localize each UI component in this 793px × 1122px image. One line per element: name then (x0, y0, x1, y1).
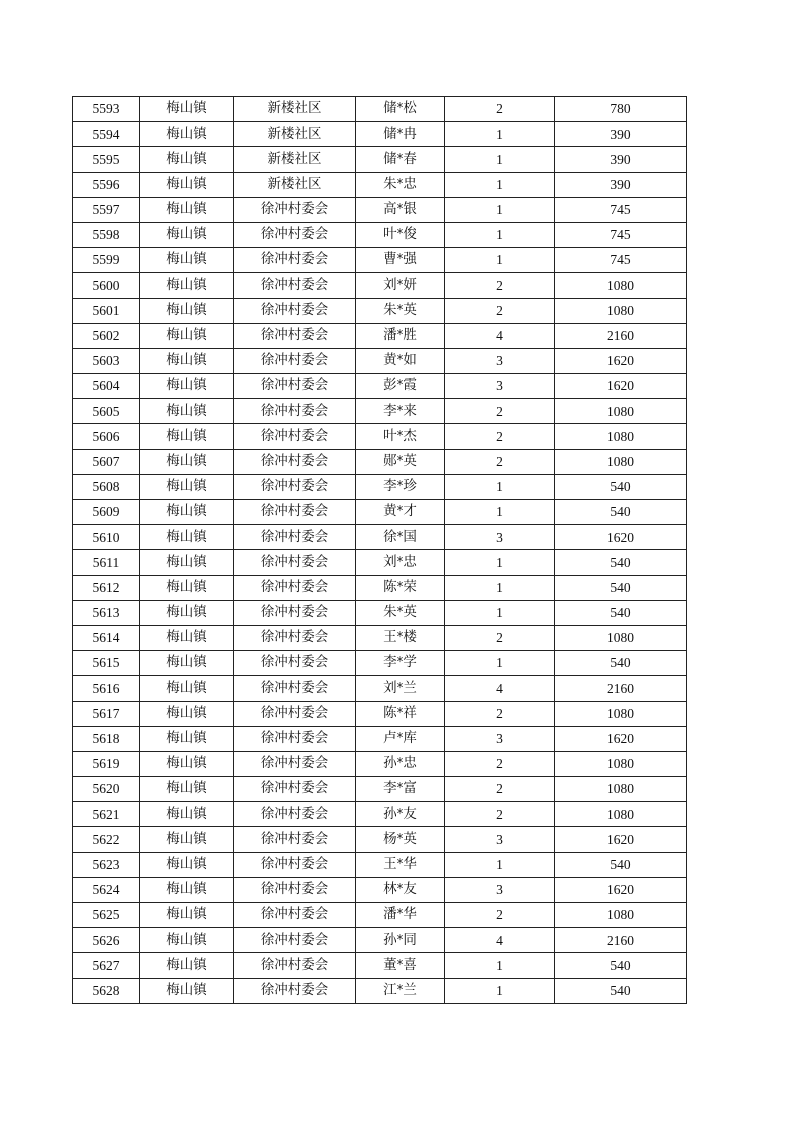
count-cell: 1 (445, 852, 555, 877)
town-cell: 梅山镇 (140, 802, 234, 827)
count-cell: 2 (445, 424, 555, 449)
village-cell: 徐冲村委会 (234, 273, 356, 298)
table-row (73, 147, 687, 172)
town-cell: 梅山镇 (140, 852, 234, 877)
amount-cell: 390 (555, 122, 687, 147)
name-cell: 郧*英 (356, 449, 445, 474)
village-cell: 徐冲村委会 (234, 852, 356, 877)
table-row (73, 802, 687, 827)
amount-cell: 1080 (555, 903, 687, 928)
count-cell: 3 (445, 348, 555, 373)
town-cell: 梅山镇 (140, 978, 234, 1003)
table-row (73, 525, 687, 550)
count-cell: 3 (445, 827, 555, 852)
count-cell: 1 (445, 248, 555, 273)
amount-cell: 1620 (555, 525, 687, 550)
town-cell: 梅山镇 (140, 550, 234, 575)
village-cell: 新楼社区 (234, 147, 356, 172)
row-id-cell: 5594 (73, 122, 140, 147)
name-cell: 储*松 (356, 97, 445, 122)
table-row (73, 852, 687, 877)
amount-cell: 540 (555, 953, 687, 978)
name-cell: 王*楼 (356, 625, 445, 650)
row-id-cell: 5618 (73, 726, 140, 751)
name-cell: 黄*如 (356, 348, 445, 373)
town-cell: 梅山镇 (140, 625, 234, 650)
town-cell: 梅山镇 (140, 953, 234, 978)
count-cell: 1 (445, 500, 555, 525)
town-cell: 梅山镇 (140, 600, 234, 625)
village-cell: 徐冲村委会 (234, 751, 356, 776)
row-id-cell: 5603 (73, 348, 140, 373)
amount-cell: 540 (555, 575, 687, 600)
row-id-cell: 5599 (73, 248, 140, 273)
row-id-cell: 5623 (73, 852, 140, 877)
village-cell: 新楼社区 (234, 172, 356, 197)
town-cell: 梅山镇 (140, 827, 234, 852)
amount-cell: 540 (555, 600, 687, 625)
town-cell: 梅山镇 (140, 374, 234, 399)
table-row (73, 424, 687, 449)
count-cell: 2 (445, 449, 555, 474)
amount-cell: 1620 (555, 726, 687, 751)
village-cell: 徐冲村委会 (234, 449, 356, 474)
row-id-cell: 5614 (73, 625, 140, 650)
count-cell: 1 (445, 651, 555, 676)
count-cell: 2 (445, 777, 555, 802)
town-cell: 梅山镇 (140, 222, 234, 247)
village-cell: 徐冲村委会 (234, 953, 356, 978)
village-cell: 徐冲村委会 (234, 348, 356, 373)
count-cell: 2 (445, 273, 555, 298)
village-cell: 徐冲村委会 (234, 500, 356, 525)
table-row (73, 751, 687, 776)
table-row (73, 399, 687, 424)
village-cell: 徐冲村委会 (234, 777, 356, 802)
table-row (73, 928, 687, 953)
amount-cell: 780 (555, 97, 687, 122)
name-cell: 林*友 (356, 877, 445, 902)
table-row (73, 827, 687, 852)
row-id-cell: 5607 (73, 449, 140, 474)
count-cell: 1 (445, 550, 555, 575)
amount-cell: 745 (555, 197, 687, 222)
village-cell: 徐冲村委会 (234, 248, 356, 273)
amount-cell: 1080 (555, 449, 687, 474)
row-id-cell: 5598 (73, 222, 140, 247)
town-cell: 梅山镇 (140, 147, 234, 172)
count-cell: 1 (445, 953, 555, 978)
table-row (73, 449, 687, 474)
table-row (73, 651, 687, 676)
town-cell: 梅山镇 (140, 575, 234, 600)
count-cell: 1 (445, 978, 555, 1003)
row-id-cell: 5595 (73, 147, 140, 172)
row-id-cell: 5621 (73, 802, 140, 827)
amount-cell: 2160 (555, 928, 687, 953)
village-cell: 徐冲村委会 (234, 903, 356, 928)
row-id-cell: 5627 (73, 953, 140, 978)
count-cell: 2 (445, 903, 555, 928)
village-cell: 徐冲村委会 (234, 802, 356, 827)
name-cell: 董*喜 (356, 953, 445, 978)
name-cell: 刘*妍 (356, 273, 445, 298)
town-cell: 梅山镇 (140, 726, 234, 751)
name-cell: 孙*友 (356, 802, 445, 827)
count-cell: 1 (445, 575, 555, 600)
row-id-cell: 5628 (73, 978, 140, 1003)
row-id-cell: 5610 (73, 525, 140, 550)
name-cell: 朱*英 (356, 298, 445, 323)
village-cell: 徐冲村委会 (234, 827, 356, 852)
name-cell: 储*冉 (356, 122, 445, 147)
amount-cell: 1620 (555, 827, 687, 852)
name-cell: 朱*忠 (356, 172, 445, 197)
count-cell: 3 (445, 877, 555, 902)
amount-cell: 1620 (555, 374, 687, 399)
village-cell: 徐冲村委会 (234, 978, 356, 1003)
village-cell: 徐冲村委会 (234, 424, 356, 449)
count-cell: 1 (445, 147, 555, 172)
table-row (73, 550, 687, 575)
table-row (73, 676, 687, 701)
amount-cell: 1080 (555, 625, 687, 650)
village-cell: 徐冲村委会 (234, 701, 356, 726)
town-cell: 梅山镇 (140, 298, 234, 323)
count-cell: 2 (445, 399, 555, 424)
row-id-cell: 5604 (73, 374, 140, 399)
count-cell: 2 (445, 802, 555, 827)
row-id-cell: 5626 (73, 928, 140, 953)
name-cell: 潘*胜 (356, 323, 445, 348)
count-cell: 1 (445, 172, 555, 197)
row-id-cell: 5606 (73, 424, 140, 449)
count-cell: 1 (445, 474, 555, 499)
name-cell: 叶*杰 (356, 424, 445, 449)
row-id-cell: 5611 (73, 550, 140, 575)
subsidy-roster-table (72, 96, 687, 1004)
row-id-cell: 5619 (73, 751, 140, 776)
village-cell: 徐冲村委会 (234, 298, 356, 323)
name-cell: 陈*荣 (356, 575, 445, 600)
name-cell: 潘*华 (356, 903, 445, 928)
count-cell: 1 (445, 222, 555, 247)
table-row (73, 877, 687, 902)
village-cell: 徐冲村委会 (234, 575, 356, 600)
table-row (73, 500, 687, 525)
village-cell: 新楼社区 (234, 122, 356, 147)
table-row (73, 97, 687, 122)
row-id-cell: 5605 (73, 399, 140, 424)
town-cell: 梅山镇 (140, 525, 234, 550)
amount-cell: 1080 (555, 298, 687, 323)
name-cell: 王*华 (356, 852, 445, 877)
town-cell: 梅山镇 (140, 273, 234, 298)
town-cell: 梅山镇 (140, 323, 234, 348)
amount-cell: 1080 (555, 777, 687, 802)
table-row (73, 298, 687, 323)
name-cell: 叶*俊 (356, 222, 445, 247)
table-row (73, 222, 687, 247)
town-cell: 梅山镇 (140, 172, 234, 197)
row-id-cell: 5609 (73, 500, 140, 525)
village-cell: 徐冲村委会 (234, 474, 356, 499)
village-cell: 徐冲村委会 (234, 323, 356, 348)
town-cell: 梅山镇 (140, 474, 234, 499)
table-row (73, 726, 687, 751)
amount-cell: 1080 (555, 273, 687, 298)
row-id-cell: 5597 (73, 197, 140, 222)
row-id-cell: 5608 (73, 474, 140, 499)
table-row (73, 474, 687, 499)
amount-cell: 1080 (555, 751, 687, 776)
amount-cell: 540 (555, 852, 687, 877)
table-row (73, 273, 687, 298)
village-cell: 徐冲村委会 (234, 222, 356, 247)
town-cell: 梅山镇 (140, 424, 234, 449)
town-cell: 梅山镇 (140, 701, 234, 726)
table-body (73, 97, 687, 1004)
table-row (73, 978, 687, 1003)
town-cell: 梅山镇 (140, 97, 234, 122)
count-cell: 1 (445, 197, 555, 222)
name-cell: 杨*英 (356, 827, 445, 852)
amount-cell: 1080 (555, 701, 687, 726)
town-cell: 梅山镇 (140, 449, 234, 474)
row-id-cell: 5612 (73, 575, 140, 600)
row-id-cell: 5620 (73, 777, 140, 802)
count-cell: 1 (445, 122, 555, 147)
village-cell: 徐冲村委会 (234, 928, 356, 953)
name-cell: 曹*强 (356, 248, 445, 273)
table-row (73, 777, 687, 802)
town-cell: 梅山镇 (140, 751, 234, 776)
amount-cell: 2160 (555, 323, 687, 348)
table-row (73, 197, 687, 222)
table-row (73, 600, 687, 625)
town-cell: 梅山镇 (140, 197, 234, 222)
amount-cell: 540 (555, 978, 687, 1003)
count-cell: 3 (445, 374, 555, 399)
town-cell: 梅山镇 (140, 877, 234, 902)
count-cell: 3 (445, 726, 555, 751)
amount-cell: 1080 (555, 424, 687, 449)
town-cell: 梅山镇 (140, 399, 234, 424)
count-cell: 1 (445, 600, 555, 625)
count-cell: 2 (445, 625, 555, 650)
town-cell: 梅山镇 (140, 777, 234, 802)
amount-cell: 745 (555, 248, 687, 273)
table-row (73, 903, 687, 928)
row-id-cell: 5616 (73, 676, 140, 701)
amount-cell: 540 (555, 500, 687, 525)
town-cell: 梅山镇 (140, 676, 234, 701)
amount-cell: 2160 (555, 676, 687, 701)
village-cell: 徐冲村委会 (234, 197, 356, 222)
amount-cell: 745 (555, 222, 687, 247)
row-id-cell: 5601 (73, 298, 140, 323)
village-cell: 徐冲村委会 (234, 877, 356, 902)
name-cell: 刘*忠 (356, 550, 445, 575)
amount-cell: 540 (555, 474, 687, 499)
row-id-cell: 5600 (73, 273, 140, 298)
village-cell: 徐冲村委会 (234, 374, 356, 399)
name-cell: 徐*国 (356, 525, 445, 550)
row-id-cell: 5613 (73, 600, 140, 625)
name-cell: 卢*库 (356, 726, 445, 751)
table-row (73, 953, 687, 978)
name-cell: 朱*英 (356, 600, 445, 625)
count-cell: 2 (445, 298, 555, 323)
village-cell: 徐冲村委会 (234, 651, 356, 676)
count-cell: 4 (445, 928, 555, 953)
name-cell: 孙*同 (356, 928, 445, 953)
row-id-cell: 5615 (73, 651, 140, 676)
town-cell: 梅山镇 (140, 928, 234, 953)
name-cell: 刘*兰 (356, 676, 445, 701)
village-cell: 新楼社区 (234, 97, 356, 122)
table-row (73, 348, 687, 373)
amount-cell: 1620 (555, 348, 687, 373)
amount-cell: 1080 (555, 399, 687, 424)
table-row (73, 701, 687, 726)
town-cell: 梅山镇 (140, 651, 234, 676)
row-id-cell: 5617 (73, 701, 140, 726)
row-id-cell: 5593 (73, 97, 140, 122)
name-cell: 孙*忠 (356, 751, 445, 776)
amount-cell: 540 (555, 550, 687, 575)
name-cell: 江*兰 (356, 978, 445, 1003)
row-id-cell: 5624 (73, 877, 140, 902)
village-cell: 徐冲村委会 (234, 525, 356, 550)
name-cell: 陈*祥 (356, 701, 445, 726)
name-cell: 李*富 (356, 777, 445, 802)
name-cell: 高*银 (356, 197, 445, 222)
village-cell: 徐冲村委会 (234, 625, 356, 650)
count-cell: 2 (445, 97, 555, 122)
table-row (73, 575, 687, 600)
amount-cell: 1080 (555, 802, 687, 827)
table-row (73, 625, 687, 650)
count-cell: 2 (445, 751, 555, 776)
amount-cell: 540 (555, 651, 687, 676)
name-cell: 彭*霞 (356, 374, 445, 399)
table-row (73, 172, 687, 197)
count-cell: 3 (445, 525, 555, 550)
town-cell: 梅山镇 (140, 500, 234, 525)
row-id-cell: 5625 (73, 903, 140, 928)
row-id-cell: 5602 (73, 323, 140, 348)
village-cell: 徐冲村委会 (234, 600, 356, 625)
table-row (73, 122, 687, 147)
name-cell: 李*来 (356, 399, 445, 424)
amount-cell: 390 (555, 172, 687, 197)
amount-cell: 390 (555, 147, 687, 172)
row-id-cell: 5596 (73, 172, 140, 197)
village-cell: 徐冲村委会 (234, 399, 356, 424)
village-cell: 徐冲村委会 (234, 676, 356, 701)
name-cell: 李*珍 (356, 474, 445, 499)
row-id-cell: 5622 (73, 827, 140, 852)
town-cell: 梅山镇 (140, 122, 234, 147)
name-cell: 储*春 (356, 147, 445, 172)
town-cell: 梅山镇 (140, 348, 234, 373)
count-cell: 2 (445, 701, 555, 726)
table-row (73, 248, 687, 273)
town-cell: 梅山镇 (140, 903, 234, 928)
table-row (73, 323, 687, 348)
table-row (73, 374, 687, 399)
village-cell: 徐冲村委会 (234, 726, 356, 751)
count-cell: 4 (445, 676, 555, 701)
amount-cell: 1620 (555, 877, 687, 902)
town-cell: 梅山镇 (140, 248, 234, 273)
count-cell: 4 (445, 323, 555, 348)
name-cell: 李*学 (356, 651, 445, 676)
name-cell: 黄*才 (356, 500, 445, 525)
village-cell: 徐冲村委会 (234, 550, 356, 575)
